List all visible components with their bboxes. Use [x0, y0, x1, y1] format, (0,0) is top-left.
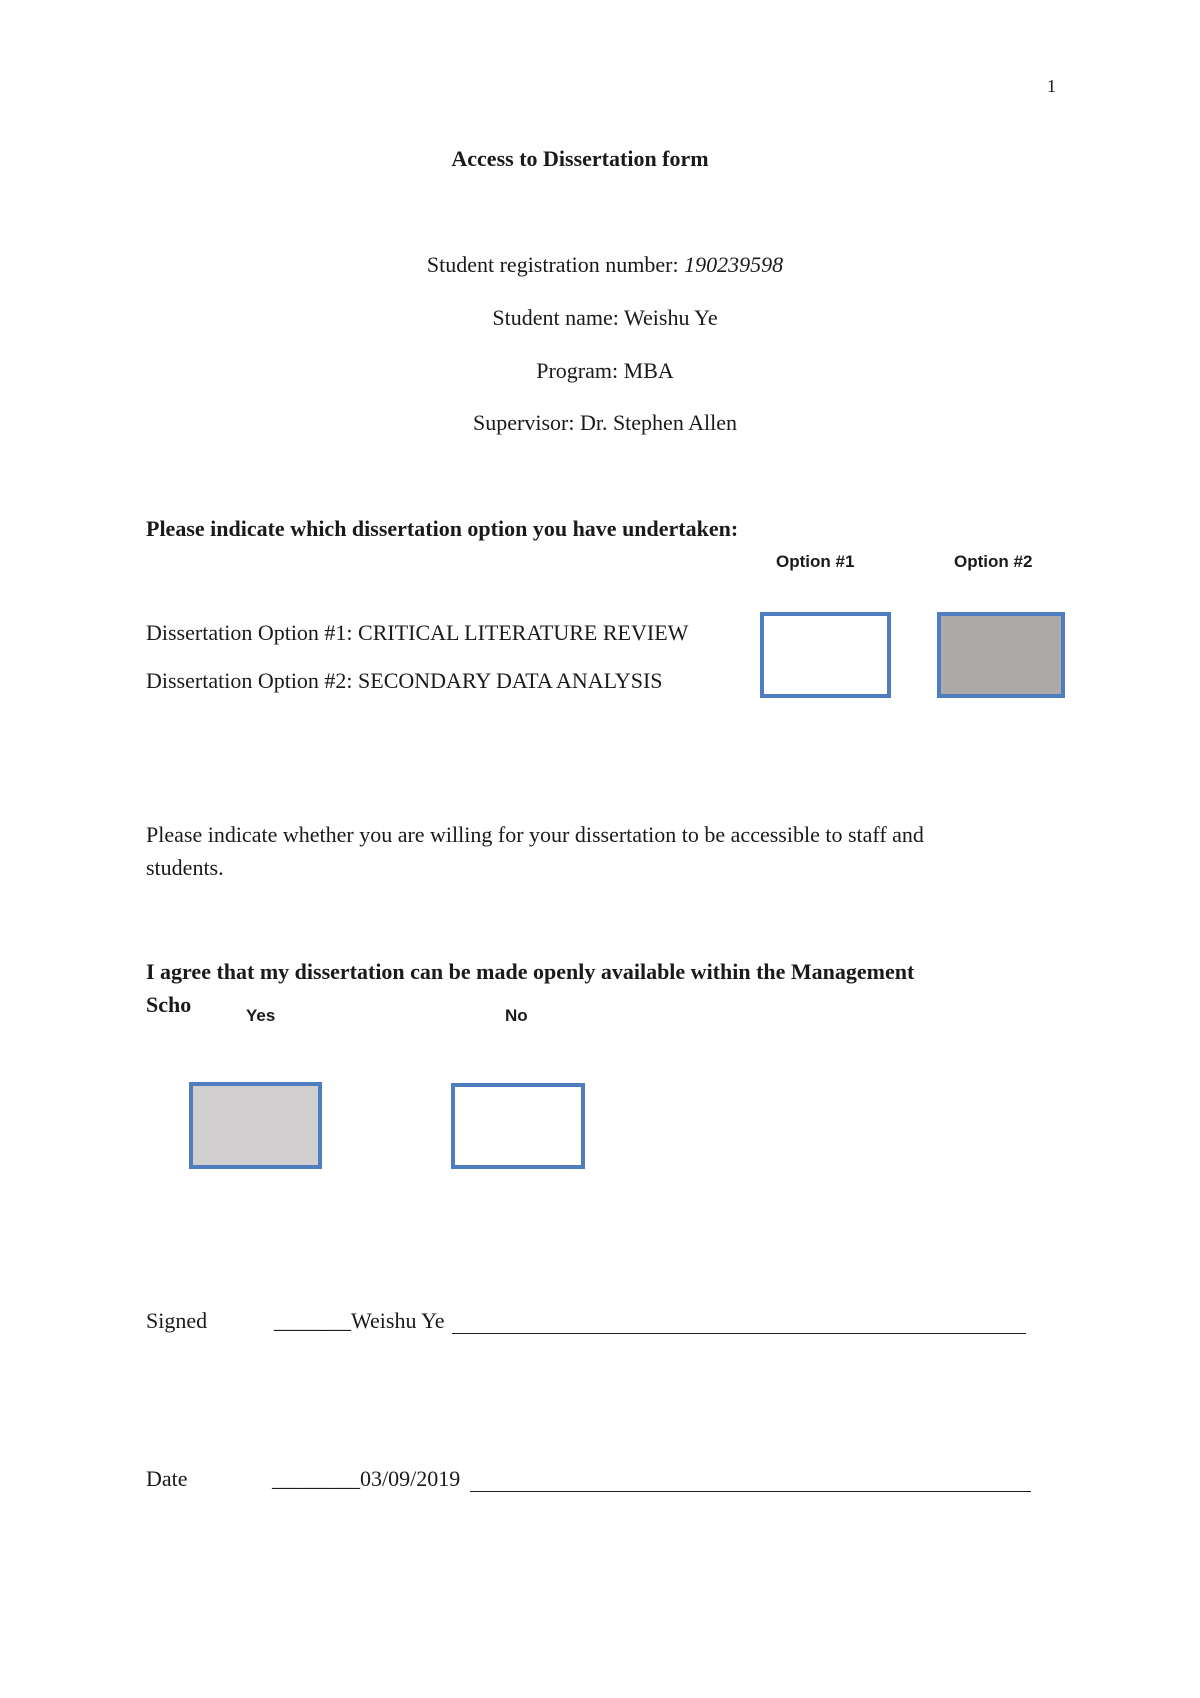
- signature-field: [274, 1308, 445, 1334]
- student-registration: [0, 252, 1200, 278]
- registration-label: Student registration number:: [426, 252, 685, 277]
- date-lead: ________: [272, 1466, 360, 1491]
- agree-statement-line1: I agree that my dissertation can be made openly available within the Management: [146, 959, 915, 984]
- signature-underline: [452, 1333, 1026, 1334]
- no-checkbox[interactable]: [451, 1083, 585, 1169]
- option1-column-label: Option #1: [776, 552, 855, 571]
- signed-label: Signed: [146, 1308, 208, 1333]
- supervisor: Supervisor: Dr. Stephen Allen: [473, 410, 737, 435]
- date-underline: [470, 1491, 1031, 1492]
- option2-text: Dissertation Option #2: SECONDARY DATA ANALYSIS: [146, 668, 663, 693]
- no-label: No: [505, 1006, 528, 1025]
- option1-text: Dissertation Option #1: CRITICAL LITERATURE REVIEW: [146, 620, 689, 645]
- date-value: 03/09/2019: [360, 1466, 461, 1491]
- option1-checkbox[interactable]: [760, 612, 891, 698]
- signature-value: Weishu Ye: [351, 1308, 445, 1333]
- date-field: [272, 1466, 460, 1492]
- agree-statement-line2: Scho: [146, 992, 192, 1017]
- page-number: 1: [1047, 76, 1056, 96]
- registration-number: 190239598: [684, 252, 784, 277]
- page-title: Access to Dissertation form: [451, 146, 709, 171]
- option2-checkbox[interactable]: [937, 612, 1065, 698]
- yes-label: Yes: [242, 1006, 279, 1026]
- yes-checkbox[interactable]: [189, 1082, 322, 1169]
- access-question-line1: Please indicate whether you are willing for your dissertation to be accessible to staff and: [146, 822, 924, 847]
- student-name: Student name: Weishu Ye: [492, 305, 718, 330]
- options-heading: Please indicate which dissertation option you have undertaken:: [146, 516, 739, 541]
- program: Program: MBA: [536, 358, 674, 383]
- access-question-line2: students.: [146, 855, 224, 880]
- signature-lead: _______: [274, 1308, 351, 1333]
- date-label: Date: [146, 1466, 188, 1491]
- option2-column-label: Option #2: [954, 552, 1033, 571]
